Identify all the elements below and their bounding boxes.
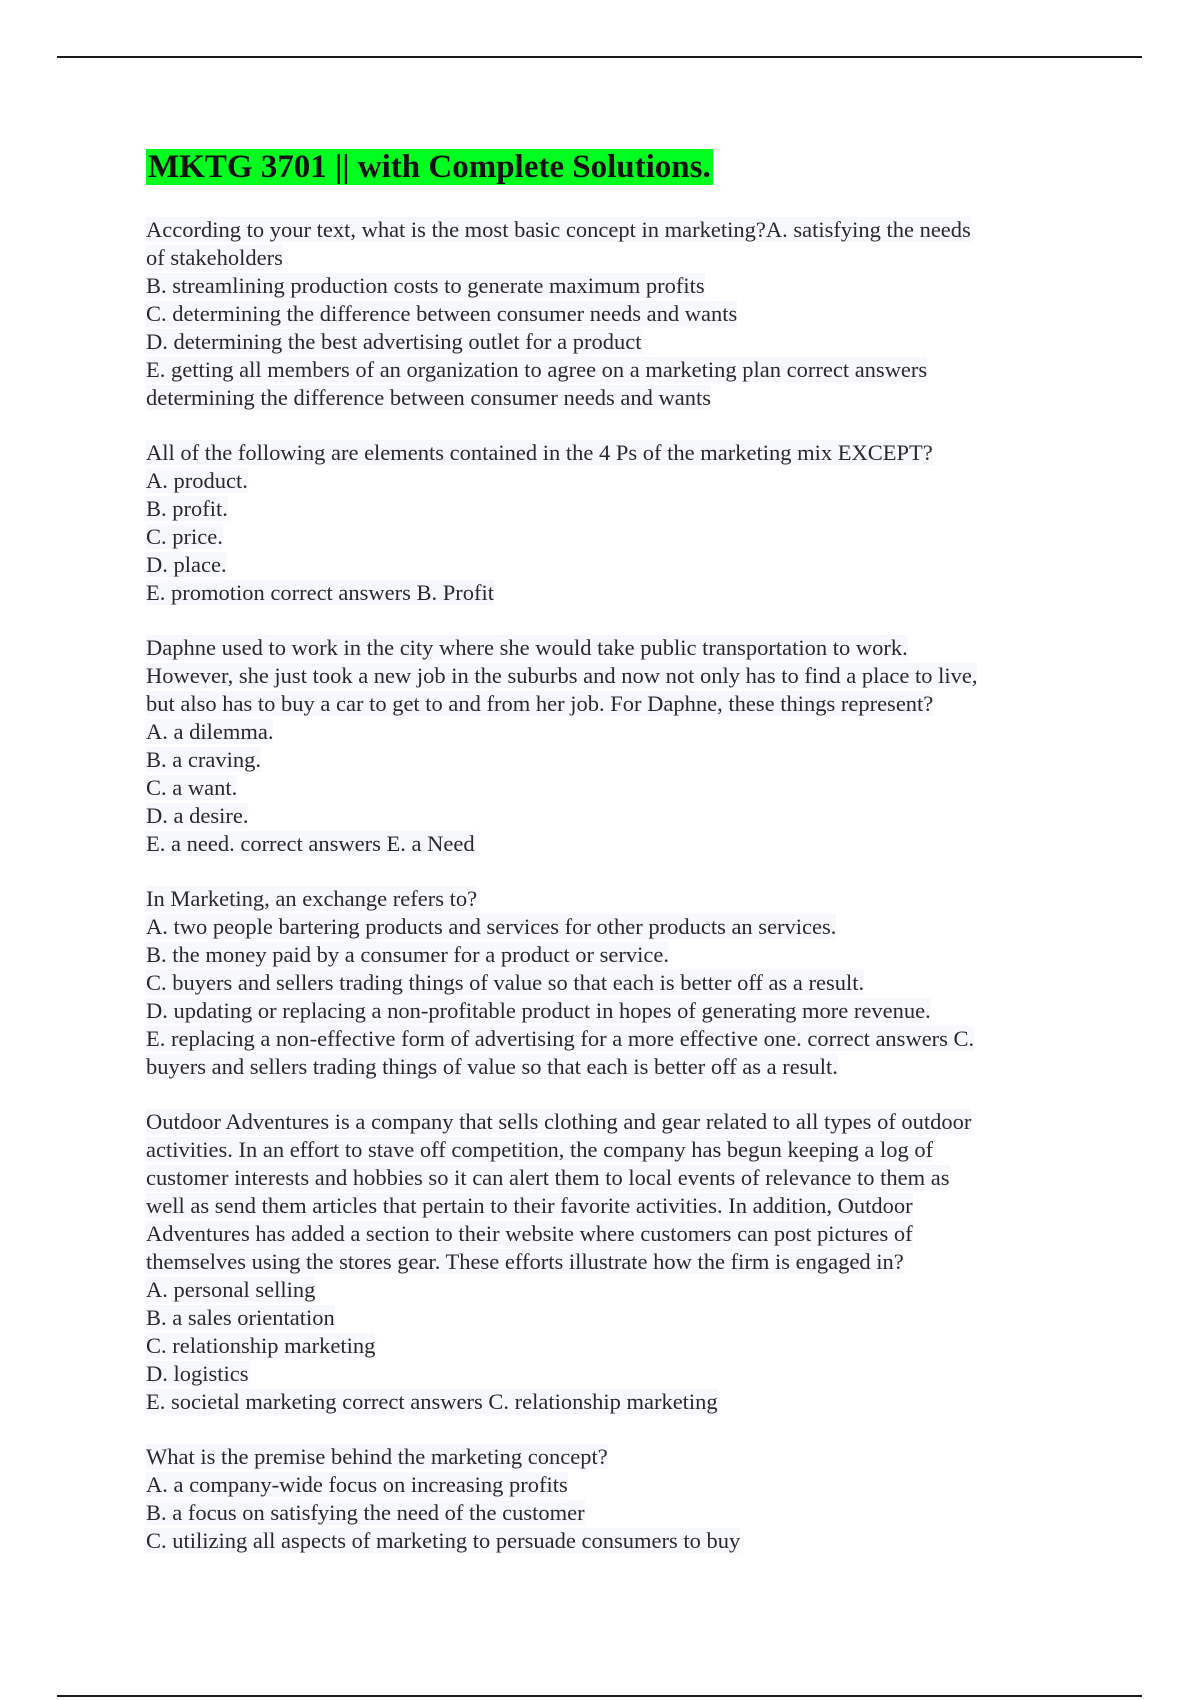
- question-line: [146, 328, 1046, 356]
- question-line: [146, 1220, 1046, 1248]
- question-line-text: of stakeholders: [146, 245, 283, 270]
- question-line-text: In Marketing, an exchange refers to?: [146, 886, 478, 911]
- question-line: [146, 551, 1046, 579]
- question-line-text: C. buyers and sellers trading things of value so that each is better off as a result.: [146, 970, 865, 995]
- question-line: [146, 300, 1046, 328]
- question-line: [146, 467, 1046, 495]
- question-line-text: but also has to buy a car to get to and from her job. For Daphne, these things represent?: [146, 691, 934, 716]
- question-line-text: D. place.: [146, 552, 227, 577]
- question-line-text: B. a craving.: [146, 747, 261, 772]
- question-block: [146, 634, 1046, 858]
- question-line: [146, 1248, 1046, 1276]
- question-line-text: E. societal marketing correct answers C. relationship marketing: [146, 1389, 718, 1414]
- question-line-text: E. promotion correct answers B. Profit: [146, 580, 495, 605]
- question-line-text: E. getting all members of an organization to agree on a marketing plan correct answers: [146, 357, 928, 382]
- question-line-text: customer interests and hobbies so it can alert them to local events of relevance to them as: [146, 1165, 950, 1190]
- question-line: [146, 1164, 1046, 1192]
- question-line: [146, 384, 1046, 412]
- document-body: [146, 146, 1046, 1582]
- question-line: [146, 356, 1046, 384]
- title-highlight: MKTG 3701 || with Complete Solutions.: [148, 149, 711, 185]
- question-line: [146, 802, 1046, 830]
- question-line: [146, 913, 1046, 941]
- question-line-text: determining the difference between consumer needs and wants: [146, 385, 711, 410]
- question-line: [146, 1108, 1046, 1136]
- question-line-text: B. profit.: [146, 496, 228, 521]
- question-line: [146, 1443, 1046, 1471]
- question-line-text: A. a dilemma.: [146, 719, 274, 744]
- question-line-text: D. determining the best advertising outlet for a product: [146, 329, 642, 354]
- question-line: [146, 1471, 1046, 1499]
- question-line-text: D. logistics: [146, 1361, 249, 1386]
- question-block: [146, 1108, 1046, 1416]
- question-line: [146, 662, 1046, 690]
- question-line: [146, 830, 1046, 858]
- question-line-text: C. determining the difference between consumer needs and wants: [146, 301, 738, 326]
- question-line-text: activities. In an effort to stave off competition, the company has begun keeping a log of: [146, 1137, 934, 1162]
- question-line-text: C. utilizing all aspects of marketing to persuade consumers to buy: [146, 1528, 741, 1553]
- question-line: [146, 1276, 1046, 1304]
- question-line: [146, 579, 1046, 607]
- question-line-text: What is the premise behind the marketing concept?: [146, 1444, 608, 1469]
- question-line: [146, 718, 1046, 746]
- question-line-text: C. relationship marketing: [146, 1333, 376, 1358]
- question-line-text: B. a sales orientation: [146, 1305, 335, 1330]
- question-line: [146, 272, 1046, 300]
- question-line: [146, 746, 1046, 774]
- question-line: [146, 1332, 1046, 1360]
- question-line-text: According to your text, what is the most basic concept in marketing?A. satisfying the needs: [146, 217, 971, 242]
- question-line: [146, 1499, 1046, 1527]
- question-line: [146, 1527, 1046, 1555]
- question-line: [146, 997, 1046, 1025]
- question-line: [146, 634, 1046, 662]
- question-block: [146, 439, 1046, 607]
- question-line: [146, 244, 1046, 272]
- question-line: [146, 1053, 1046, 1081]
- question-line: [146, 1025, 1046, 1053]
- question-line-text: well as send them articles that pertain to their favorite activities. In addition, Outdoor: [146, 1193, 913, 1218]
- question-line: [146, 1304, 1046, 1332]
- question-line-text: E. a need. correct answers E. a Need: [146, 831, 475, 856]
- question-line-text: B. the money paid by a consumer for a product or service.: [146, 942, 669, 967]
- question-line-text: A. a company-wide focus on increasing profits: [146, 1472, 568, 1497]
- question-line: [146, 1136, 1046, 1164]
- question-line-text: Outdoor Adventures is a company that sells clothing and gear related to all types of outdoor: [146, 1109, 972, 1134]
- header-rule: [57, 56, 1142, 58]
- question-line-text: A. personal selling: [146, 1277, 316, 1302]
- question-line-text: However, she just took a new job in the suburbs and now not only has to find a place to live,: [146, 663, 978, 688]
- question-line-text: D. a desire.: [146, 803, 249, 828]
- question-line: [146, 941, 1046, 969]
- question-line-text: Daphne used to work in the city where she would take public transportation to work.: [146, 635, 908, 660]
- question-line-text: C. price.: [146, 524, 223, 549]
- document-title: [146, 146, 1046, 188]
- question-line: [146, 1388, 1046, 1416]
- question-line-text: Adventures has added a section to their website where customers can post pictures of: [146, 1221, 913, 1246]
- question-line: [146, 774, 1046, 802]
- question-line: [146, 690, 1046, 718]
- question-line: [146, 523, 1046, 551]
- question-line-text: B. a focus on satisfying the need of the customer: [146, 1500, 585, 1525]
- question-line-text: themselves using the stores gear. These efforts illustrate how the firm is engaged in?: [146, 1249, 904, 1274]
- question-line: [146, 439, 1046, 467]
- question-line-text: A. two people bartering products and services for other products an services.: [146, 914, 837, 939]
- question-line-text: D. updating or replacing a non-profitable product in hopes of generating more revenue.: [146, 998, 931, 1023]
- question-line-text: E. replacing a non-effective form of advertising for a more effective one. correct answers C.: [146, 1026, 975, 1051]
- footer-rule: [57, 1695, 1142, 1697]
- question-line-text: buyers and sellers trading things of value so that each is better off as a result.: [146, 1054, 838, 1079]
- question-line-text: C. a want.: [146, 775, 238, 800]
- question-line-text: B. streamlining production costs to generate maximum profits: [146, 273, 705, 298]
- question-line: [146, 495, 1046, 523]
- question-line: [146, 885, 1046, 913]
- question-block: [146, 885, 1046, 1081]
- question-line: [146, 216, 1046, 244]
- question-block: [146, 216, 1046, 412]
- question-line: [146, 1360, 1046, 1388]
- question-list: [146, 216, 1046, 1555]
- question-block: [146, 1443, 1046, 1555]
- question-line: [146, 1192, 1046, 1220]
- question-line: [146, 969, 1046, 997]
- question-line-text: All of the following are elements contained in the 4 Ps of the marketing mix EXCEPT?: [146, 440, 933, 465]
- question-line-text: A. product.: [146, 468, 248, 493]
